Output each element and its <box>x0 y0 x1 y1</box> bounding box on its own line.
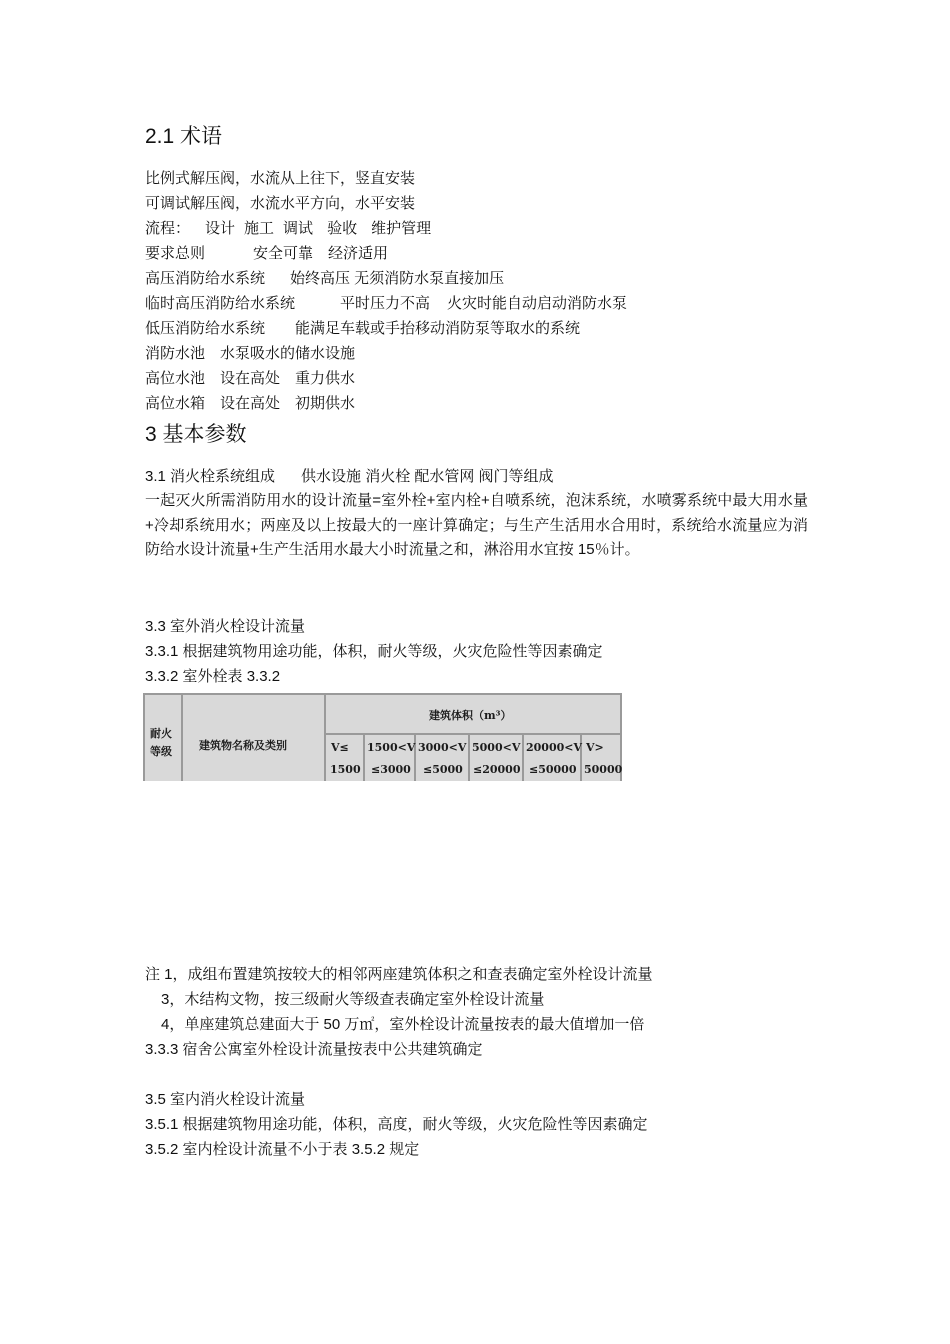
section-3-5-2: 3.5.2 室内栓设计流量不小于表 3.5.2 规定 <box>145 1141 420 1158</box>
term-value: 设在高处 <box>220 370 281 387</box>
table-range-text: 1500<V <box>367 741 416 754</box>
table-header-text: 等级 <box>150 745 172 758</box>
term-label: 要求总则 <box>145 245 206 262</box>
term-line <box>145 294 627 314</box>
table-header-text: 建筑体积（m³） <box>429 709 512 722</box>
term-value: 施工 <box>244 220 275 237</box>
table-range-text: 3000<V <box>418 741 467 754</box>
heading-3: 3 基本参数 <box>145 423 247 446</box>
flow-paragraph: 一起灭火所需消防用水的设计流量=室外栓+室内栓+自喷系统，泡沫系统，水喷雾系统中最大用水量+冷却系统用水；两座及以上按最大的一座计算确定；与生产生活用水合用时，系统给水流量应为消防给水设计流量+生产生活用水最大小时流量之和，淋浴用水宜按 15％计。 <box>145 492 808 558</box>
note-1: 注 1，成组布置建筑按较大的相邻两座建筑体积之和查表确定室外栓设计流量 <box>145 966 653 983</box>
term-line <box>145 244 388 264</box>
note-3: 3，木结构文物，按三级耐火等级查表确定室外栓设计流量 <box>161 991 545 1008</box>
table-header-text: 建筑物名称及类别 <box>199 739 287 752</box>
table-header-text: 耐火 <box>150 727 172 740</box>
term-label: 高位水池 <box>145 370 206 387</box>
term-line <box>145 319 580 339</box>
term-value: 初期供水 <box>295 395 356 412</box>
table-range-text: V≤ <box>331 741 349 754</box>
table-range-text: ≤20000 <box>473 763 521 776</box>
term-value: 经济适用 <box>328 245 389 262</box>
term-label: 临时高压消防给水系统 <box>145 295 296 312</box>
term-line <box>145 269 504 289</box>
term-value: 能满足车载或手抬移动消防泵等取水的系统 <box>295 320 581 337</box>
table-range-text: 50000 <box>584 763 622 776</box>
table-cell <box>183 695 324 781</box>
section-3-3-1: 3.3.1 根据建筑物用途功能，体积，耐火等级，火灾危险性等因素确定 <box>145 643 603 660</box>
term-value: 平时压力不高 <box>340 295 431 312</box>
term-label: 高压消防给水系统 <box>145 270 266 287</box>
section-3-5-1: 3.5.1 根据建筑物用途功能，体积，高度，耐火等级，火灾危险性等因素确定 <box>145 1116 648 1133</box>
table-range-text: ≤50000 <box>529 763 577 776</box>
term-value: 始终高压 无须消防水泵直接加压 <box>290 270 505 287</box>
term-label: 流程： <box>145 220 191 237</box>
table-range-text: ≤3000 <box>371 763 411 776</box>
term-value: 重力供水 <box>295 370 356 387</box>
table-range-text: 20000<V <box>526 741 583 754</box>
term-label: 高位水箱 <box>145 395 206 412</box>
term-value: 验收 <box>327 220 358 237</box>
term-value: 设计 <box>205 220 236 237</box>
term-line <box>145 369 355 389</box>
section-3-1-value: 供水设施 消火栓 配水管网 阀门等组成 <box>301 468 554 485</box>
table-3-3-2-scan <box>143 693 622 781</box>
term-line: 比例式解压阀，水流从上往下，竖直安装 <box>145 170 416 187</box>
term-label: 低压消防给水系统 <box>145 320 266 337</box>
term-line <box>145 344 355 364</box>
term-value: 维护管理 <box>371 220 432 237</box>
term-line: 可调试解压阀，水流水平方向，水平安装 <box>145 195 416 212</box>
section-3-1-line <box>145 467 554 487</box>
term-line <box>145 394 355 414</box>
table-range-text: V> <box>586 741 604 754</box>
term-line <box>145 219 431 239</box>
section-3-5-title: 3.5 室内消火栓设计流量 <box>145 1091 306 1108</box>
note-4: 4，单座建筑总建面大于 50 万㎡，室外栓设计流量按表的最大值增加一倍 <box>161 1016 645 1033</box>
heading-2-1: 2.1 术语 <box>145 125 223 148</box>
section-3-3-3: 3.3.3 宿舍公寓室外栓设计流量按表中公共建筑确定 <box>145 1041 483 1058</box>
table-range-text: ≤5000 <box>423 763 463 776</box>
term-value: 水泵吸水的储水设施 <box>220 345 356 362</box>
section-3-3-2: 3.3.2 室外栓表 3.3.2 <box>145 668 281 685</box>
term-label: 消防水池 <box>145 345 206 362</box>
table-range-text: 5000<V <box>472 741 521 754</box>
term-value: 设在高处 <box>220 395 281 412</box>
term-value: 火灾时能自动启动消防水泵 <box>447 295 628 312</box>
section-3-1-label: 3.1 消火栓系统组成 <box>145 468 276 485</box>
term-value: 调试 <box>283 220 314 237</box>
table-range-text: 1500 <box>330 763 361 776</box>
section-3-3-title: 3.3 室外消火栓设计流量 <box>145 618 306 635</box>
term-value: 安全可靠 <box>253 245 314 262</box>
